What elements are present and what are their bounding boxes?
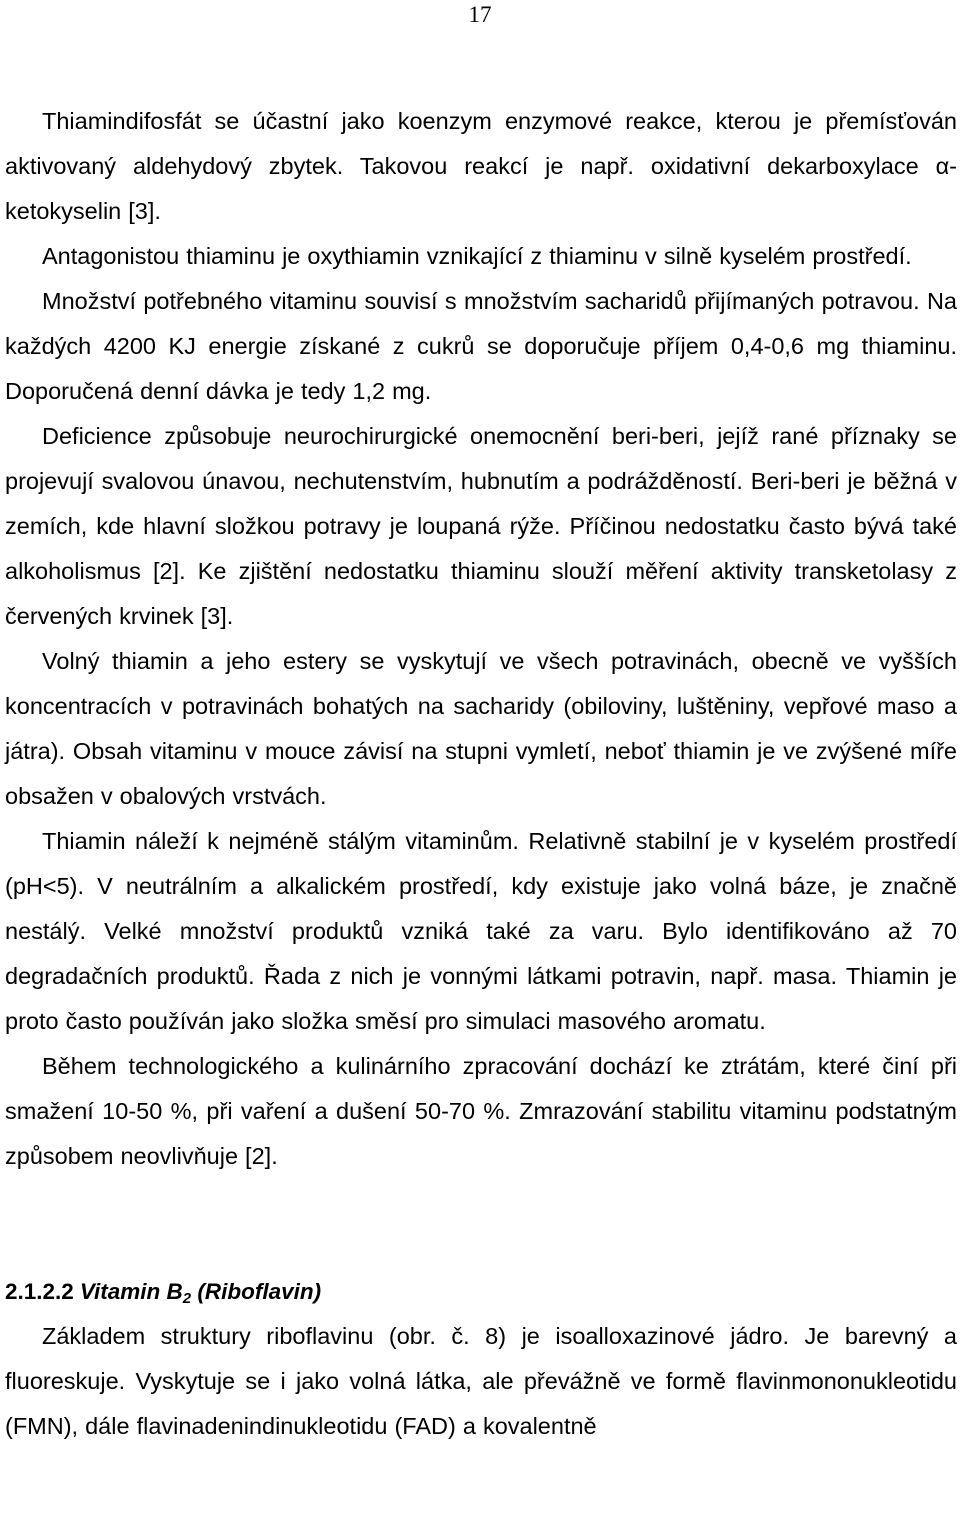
section-heading [5, 1269, 957, 1314]
section-title-subscript: 2 [182, 1290, 192, 1307]
paragraph-antagonist: Antagonistou thiaminu je oxythiamin vznikající z thiaminu v silně kyselém prostředí. [42, 243, 912, 269]
paragraph-occurrence: Volný thiamin a jeho estery se vyskytují ve všech potravinách, obecně ve vyšších koncentracích v potravinách bohatých na sacharidy (obiloviny, luštěniny, vepřové maso a játra). Obsah vitaminu v mouce závisí na stupni vymletí, neboť thiamin je ve zvýšené míře obsažen v obalových vrstvách. [5, 648, 957, 809]
section-title [79, 1279, 322, 1307]
page-number: 17 [468, 2, 492, 27]
paragraph-stability: Thiamin náleží k nejméně stálým vitaminům. Relativně stabilní je v kyselém prostředí (pH<5). V neutrálním a alkalickém prostředí, kdy existuje jako volná báze, je značně nestálý. Velké množství produktů vzniká také za varu. Bylo identifikováno až 70 degradačních produktů. Řada z nich je vonnými látkami potravin, např. masa. Thiamin je proto často používán jako složka směsí pro simulaci masového aromatu. [5, 828, 957, 1034]
paragraph-riboflavin-structure: Základem struktury riboflavinu (obr. č. 8) je isoalloxazinové jádro. Je barevný a fluoreskuje. Vyskytuje se i jako volná látka, ale převážně ve formě flavinmononukleotidu (FMN), dále flavinadenindinukleotidu (FAD) a kovalentně [5, 1323, 957, 1439]
paragraph-deficiency: Deficience způsobuje neurochirurgické onemocnění beri-beri, jejíž rané příznaky se projevují svalovou únavou, nechutenstvím, hubnutím a podrážděností. Beri-beri je běžná v zemích, kde hlavní složkou potravy je loupaná rýže. Příčinou nedostatku často bývá také alkoholismus [2]. Ke zjištění nedostatku thiaminu slouží měření aktivity transketolasy z červených krvinek [3]. [5, 423, 957, 629]
document-body [5, 99, 957, 1449]
paragraph-requirement: Množství potřebného vitaminu souvisí s množstvím sacharidů přijímaných potravou. Na každých 4200 KJ energie získané z cukrů se doporučuje příjem 0,4-0,6 mg thiaminu. Doporučená denní dávka je tedy 1,2 mg. [5, 288, 957, 404]
section-title-prefix: Vitamin B [79, 1279, 183, 1304]
paragraph-processing-losses: Během technologického a kulinárního zpracování dochází ke ztrátám, které činí při smažení 10-50 %, při vaření a dušení 50-70 %. Zmrazování stabilitu vitaminu podstatným způsobem neovlivňuje [2]. [5, 1053, 957, 1169]
paragraph-thiamine-diphosphate: Thiamindifosfát se účastní jako koenzym enzymové reakce, kterou je přemísťován aktivovaný aldehydový zbytek. Takovou reakcí je např. oxidativní dekarboxylace α-ketokyselin [3]. [5, 108, 957, 224]
section-title-suffix: (Riboflavin) [191, 1279, 322, 1304]
section-number: 2.1.2.2 [5, 1279, 74, 1304]
